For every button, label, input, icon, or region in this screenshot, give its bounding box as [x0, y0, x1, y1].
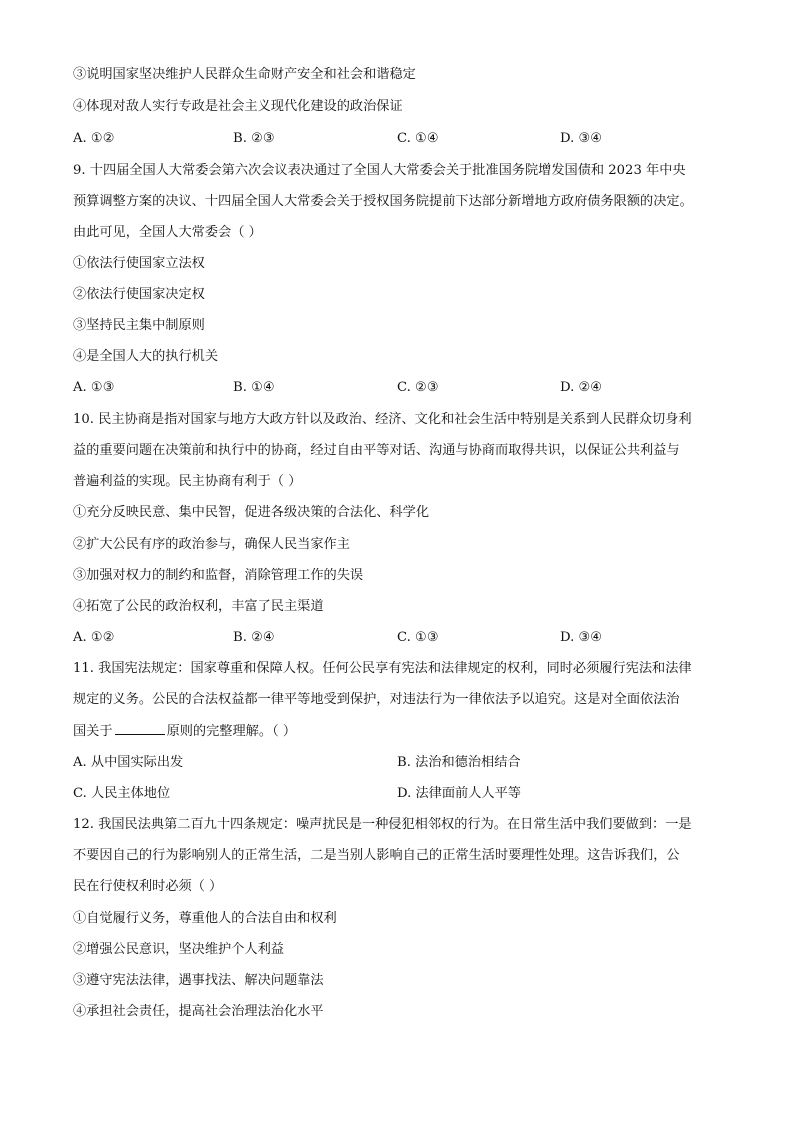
q12-item-4: ④承担社会责任，提高社会治理法治化水平: [73, 1004, 324, 1019]
q8-option-d: D. ③④: [560, 131, 603, 146]
q9-item-1: ①依法行使国家立法权: [73, 256, 205, 271]
q9-option-b: B. ①④: [233, 380, 275, 395]
q10-option-d: D. ③④: [560, 630, 603, 645]
q12-stem-line-3: 民在行使权利时必须（ ）: [73, 879, 223, 894]
q11-option-d: D. 法律面前人人平等: [397, 786, 521, 801]
q9-options: [73, 378, 733, 398]
q9-option-d: D. ②④: [560, 380, 603, 395]
q10-option-c: C. ①③: [397, 630, 439, 645]
q10-option-a: A. ①②: [73, 630, 115, 645]
q11-stem-prefix: 国关于: [73, 724, 113, 739]
q10-item-1: ①充分反映民意、集中民智，促进各级决策的合法化、科学化: [73, 505, 430, 520]
q11-stem-suffix: 原则的完整理解。（ ）: [166, 724, 297, 739]
q12-item-2: ②增强公民意识，坚决维护个人利益: [73, 942, 284, 957]
q9-stem-line-2: 预算调整方案的决议、十四届全国人大常委会关于授权国务院提前下达部分新增地方政府债务限额的决定。: [73, 194, 693, 209]
q9-option-c: C. ②③: [397, 380, 439, 395]
q9-item-4: ④是全国人大的执行机关: [73, 349, 219, 364]
q9-stem-line-3: 由此可见，全国人大常委会（ ）: [73, 225, 262, 240]
q11-option-c: C. 人民主体地位: [73, 786, 171, 801]
q10-stem-line-1: 10. 民主协商是指对国家与地方大政方针以及政治、经济、文化和社会生活中特别是关系到人民群众切身利: [73, 412, 692, 427]
q10-stem-line-2: 益的重要问题在决策前和执行中的协商，经过自由平等对话、沟通与协商而取得共识，以保证公共利益与: [73, 443, 680, 458]
q11-options-row-2: [73, 784, 733, 804]
q8-item-3: ③说明国家坚决维护人民群众生命财产安全和社会和谐稳定: [73, 67, 416, 82]
q10-option-b: B. ②④: [233, 630, 275, 645]
q9-item-3: ③坚持民主集中制原则: [73, 318, 205, 333]
q12-item-3: ③遵守宪法法律，遇事找法、解决问题靠法: [73, 973, 324, 988]
q8-option-c: C. ①④: [397, 131, 439, 146]
q10-options: [73, 628, 733, 648]
q9-stem-line-1: 9. 十四届全国人大常委会第六次会议表决通过了全国人大常委会关于批准国务院增发国债和 2023 年中央: [73, 163, 686, 178]
q8-item-4: ④体现对敌人实行专政是社会主义现代化建设的政治保证: [73, 99, 403, 114]
q9-item-2: ②依法行使国家决定权: [73, 287, 205, 302]
q12-item-1: ①自觉履行义务，尊重他人的合法自由和权利: [73, 911, 337, 926]
q12-stem-line-2: 不要因自己的行为影响别人的正常生活，二是当别人影响自己的正常生活时要理性处理。这告诉我们，公: [73, 848, 680, 863]
q11-fill-blank: [115, 722, 165, 735]
q11-option-b: B. 法治和德治相结合: [397, 755, 521, 770]
q10-item-4: ④拓宽了公民的政治权利，丰富了民主渠道: [73, 599, 324, 614]
q11-option-a: A. 从中国实际出发: [73, 755, 184, 770]
q11-options-row-1: [73, 753, 733, 773]
q11-stem-line-3: [73, 722, 296, 742]
q10-item-3: ③加强对权力的制约和监督，消除管理工作的失误: [73, 568, 364, 583]
q12-stem-line-1: 12. 我国民法典第二百九十四条规定：噪声扰民是一种侵犯相邻权的行为。在日常生活中我们要做到：一是: [73, 817, 692, 832]
q11-stem-line-1: 11. 我国宪法规定：国家尊重和保障人权。任何公民享有宪法和法律规定的权利，同时必须履行宪法和法律: [73, 661, 692, 676]
q9-option-a: A. ①③: [73, 380, 115, 395]
q8-option-a: A. ①②: [73, 131, 115, 146]
q8-options: [73, 129, 733, 149]
q11-stem-line-2: 规定的义务。公民的合法权益都一律平等地受到保护，对违法行为一律依法予以追究。这是对全面依法治: [73, 692, 680, 707]
q10-item-2: ②扩大公民有序的政治参与，确保人民当家作主: [73, 537, 350, 552]
q10-stem-line-3: 普遍利益的实现。民主协商有利于（ ）: [73, 474, 302, 489]
q8-option-b: B. ②③: [233, 131, 275, 146]
